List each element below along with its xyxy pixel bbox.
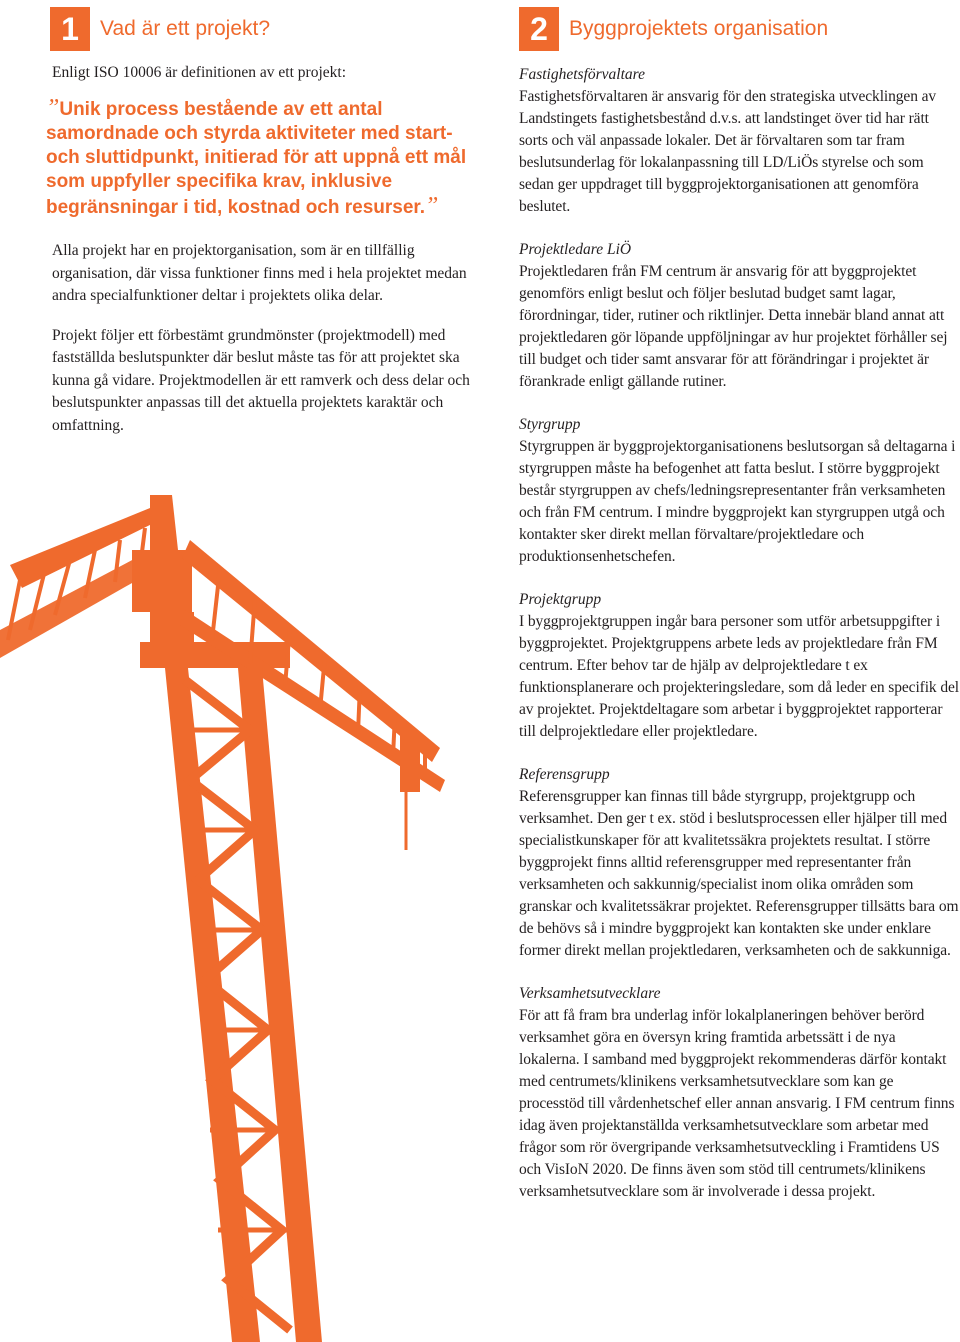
- section-number: 2: [519, 7, 559, 51]
- role-description: Referensgrupper kan finnas till både styrgrupp, projektgrupp och verksamhet. Den ger t ex. stöd i beslutsprocessen eller hjälper till med specialistkunskaper för att kvalitetssäkra projektets resultat. I större byggprojekt finns alltid referensgrupper med representanter från verksamheten och sakkunnig/specialist inom olika områden som granskar och kvalitetssäkrar projektet. Referensgrupper tillsätts bara om de behövs så i mindre byggprojekt kan kontakten ske under enklare former direkt mellan projektledaren, verksamheten och de sakkunniga.: [519, 788, 959, 959]
- section-number: 1: [50, 7, 90, 51]
- section-2-header: [519, 7, 828, 51]
- definition-quote: [46, 96, 482, 220]
- role-heading: Styrgrupp: [519, 416, 581, 433]
- section-title: Vad är ett projekt?: [100, 17, 271, 40]
- right-column: [519, 64, 959, 1224]
- role-heading: Verksamhetsutvecklare: [519, 985, 661, 1002]
- role-section: [519, 239, 959, 393]
- tower-crane-illustration: [0, 480, 500, 1342]
- left-column: [46, 62, 482, 454]
- role-heading: Projektgrupp: [519, 591, 602, 608]
- role-description: För att få fram bra underlag inför lokalplaneringen behöver berörd verksamhet göra en översyn kring framtida arbetssätt i de nya lokalerna. I samband med byggprojekt rekommenderas därför kontakt med centrumets/klinikens verksamhetsutvecklare som kan ge processtöd till vårdenhetschef eller annan ansvarig. I FM centrum finns idag även projektanställda verksamhetsutvecklare som arbetar med frågor som rör övergripande verksamhetsutveckling i Framtidens US och VisIoN 2020. De finns även som stöd till centrumets/klinikens verksamhetsutvecklare som är involverade i dessa projekt.: [519, 1007, 955, 1200]
- quote-open-mark: ”: [46, 95, 60, 121]
- role-section: [519, 983, 959, 1203]
- role-section: [519, 64, 959, 218]
- role-description: Styrgruppen är byggprojektorganisationens beslutsorgan så deltagarna i styrgruppen måste ha befogenhet att fatta beslut. I större byggprojekt består styrgruppen av chefs/ledningsrepresentanter från verksamheten och från FM centrum. I mindre byggprojekt kan styrgruppen utgå och kontakter sker direkt mellan förvaltare/projektledare och produktionsenhetschefen.: [519, 438, 956, 565]
- quote-text: Unik process bestående av ett antal samordnade och styrda aktiviteter med start- och sluttidpunkt, initierad för att uppnå ett mål som uppfyller specifika krav, inklusive begränsningar i tid, kostnad och resurser.: [46, 99, 467, 218]
- role-section: [519, 589, 959, 743]
- role-description: Fastighetsförvaltaren är ansvarig för den strategiska utvecklingen av Landstingets fastighetsbestånd d.v.s. att landstinget över tid har rätt sorts och väl anpassade lokaler. Det är förvaltaren som tar fram beslutsunderlag för lokalanpassning till LD/LiÖs styrelse och som sedan ger uppdraget till byggprojektorganisationen att genomföra beslutet.: [519, 88, 937, 215]
- section-1-header: [50, 7, 270, 51]
- role-heading: Referensgrupp: [519, 766, 610, 783]
- role-section: [519, 764, 959, 962]
- section-title: Byggprojektets organisation: [569, 17, 829, 40]
- role-heading: Projektledare LiÖ: [519, 241, 632, 258]
- definition-intro: Enligt ISO 10006 är definitionen av ett projekt:: [52, 64, 347, 81]
- role-description: Projektledaren från FM centrum är ansvarig för att byggprojektet genomförs enligt beslut och följer beslutad budget samt lagar, förordningar, tider, rutiner och riktlinjer. Detta innebär bland annat att projektledaren gör löpande uppföljningar av hur projektet förhåller sej till budget och tider samt ansvarar för att förändringar i projektet är förankrade enligt gällande rutiner.: [519, 263, 948, 390]
- paragraph-project-model: Projekt följer ett förbestämt grundmönster (projektmodell) med fastställda beslutspunkter där beslut måste tas för att projektet ska kunna gå vidare. Projektmodellen är ett ramverk och dess delar och beslutspunkter anpassas till det aktuella projektets karaktär och omfattning.: [52, 326, 470, 434]
- role-description: I byggprojektgruppen ingår bara personer som utför arbetsuppgifter i byggprojektet. Projektgruppens arbete leds av projektledare från FM centrum. Efter behov tar de hjälp av delprojektledare t ex funktionsplanerare och projekteringsledare, som då leder en specifik del av projektet. Projektdeltagare som arbetar i byggprojektet rapporterar till delprojektledare eller projektledare.: [519, 613, 959, 740]
- paragraph-organisation: Alla projekt har en projektorganisation, som är en tillfällig organisation, där vissa funktioner finns med i hela projektet medan andra specialfunktioner deltar i projektets olika delar.: [52, 242, 467, 304]
- quote-close-mark: ”: [425, 193, 439, 219]
- role-heading: Fastighetsförvaltare: [519, 66, 645, 83]
- role-section: [519, 414, 959, 568]
